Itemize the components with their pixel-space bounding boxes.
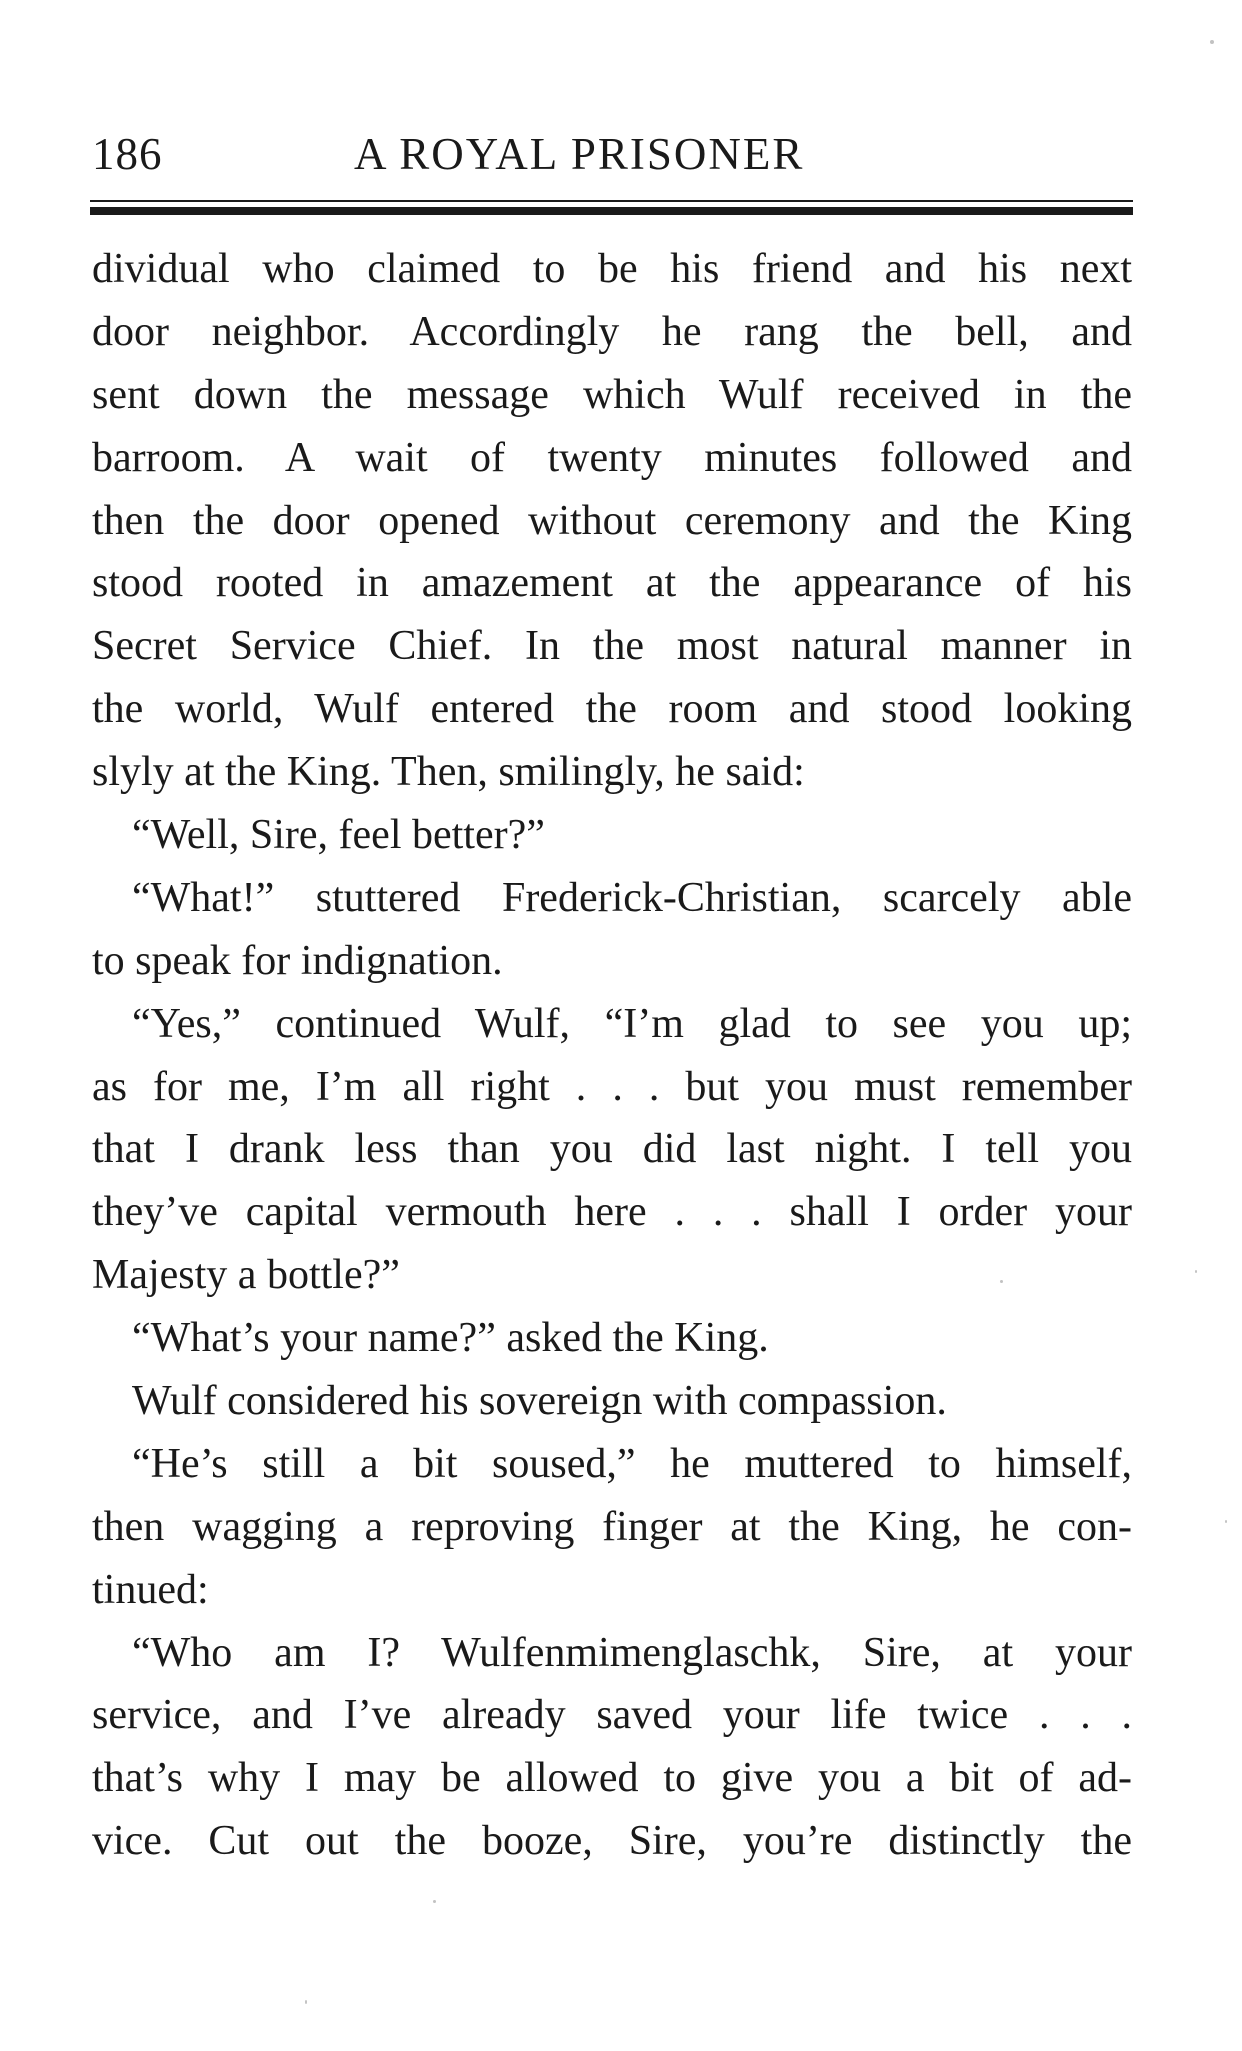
text-line: “What!” stuttered Frederick-Christian, scarcely able [132,874,1132,921]
paper-speck [1195,1270,1197,1273]
text-line: that’s why I may be allowed to give you a bit of ad- [92,1755,1132,1802]
text-line: to speak for indignation. [92,937,503,984]
paper-speck [1225,1520,1227,1523]
paper-speck [1000,1280,1003,1283]
text-line: “Who am I? Wulfenmimenglaschk, Sire, at your [132,1629,1132,1676]
text-line: dividual who claimed to be his friend and his next [92,246,1132,292]
paper-speck [305,2000,307,2004]
text-line: then the door opened without ceremony and the King [92,497,1132,544]
text-line: sent down the message which Wulf received in the [92,371,1132,418]
text-line: the world, Wulf entered the room and stood looking [92,686,1132,733]
text-line: then wagging a reproving finger at the King, he con- [92,1503,1132,1550]
body-text [92,238,1132,1873]
text-line: “Yes,” continued Wulf, “I’m glad to see you up; [132,1000,1132,1047]
text-line: as for me, I’m all right . . . but you must remember [92,1063,1132,1110]
page-header [92,128,1132,188]
page-number: 186 [92,129,163,179]
text-line: slyly at the King. Then, smilingly, he said: [92,749,805,796]
text-line: “Well, Sire, feel better?” [132,812,545,859]
text-line: vice. Cut out the booze, Sire, you’re distinctly the [92,1818,1132,1865]
text-line: “What’s your name?” asked the King. [132,1315,769,1362]
text-line: service, and I’ve already saved your life twice . . . [92,1692,1132,1739]
text-line: Majesty a bottle?” [92,1252,400,1299]
text-line: barroom. A wait of twenty minutes followed and [92,434,1132,481]
text-line: that I drank less than you did last night. I tell you [92,1126,1132,1173]
text-line: tinued: [92,1566,209,1613]
header-rule-thick [90,207,1133,215]
header-rule-thin [90,200,1133,202]
text-line: Secret Service Chief. In the most natural manner in [92,623,1132,670]
text-line: Wulf considered his sovereign with compassion. [132,1378,947,1425]
text-line: they’ve capital vermouth here . . . shall I order your [92,1189,1132,1236]
paper-speck [433,1900,436,1903]
text-line: “He’s still a bit soused,” he muttered to himself, [132,1440,1132,1487]
text-line: stood rooted in amazement at the appearance of his [92,560,1132,607]
running-head: A ROYAL PRISONER [354,129,805,179]
paper-speck [1210,40,1214,44]
text-line: door neighbor. Accordingly he rang the bell, and [92,308,1132,355]
